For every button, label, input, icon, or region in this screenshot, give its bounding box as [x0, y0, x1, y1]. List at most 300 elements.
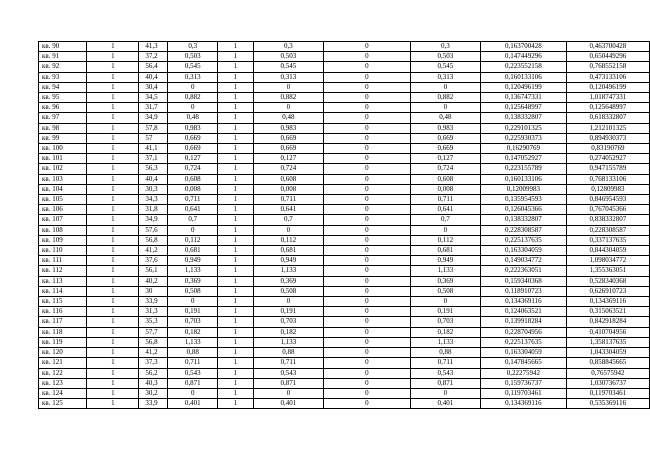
table-cell: 1	[218, 72, 254, 82]
table-cell: 0	[253, 297, 323, 307]
table-cell: 0,22275942	[480, 368, 566, 378]
table-cell: 0,949	[253, 256, 323, 266]
table-cell: 0,7	[253, 215, 323, 225]
apartment-number-cell: кв. 109	[39, 235, 87, 245]
table-cell: 0,724	[253, 164, 323, 174]
table-cell: 1	[218, 297, 254, 307]
table-cell: 0,401	[410, 399, 480, 409]
apartment-number-cell: кв. 125	[39, 399, 87, 409]
table-cell: 0	[253, 103, 323, 113]
table-cell: 1,133	[168, 337, 218, 347]
table-cell: 0,711	[253, 195, 323, 205]
table-cell: 1	[218, 307, 254, 317]
table-cell: 1	[218, 52, 254, 62]
table-cell: 0,894930373	[566, 133, 649, 143]
table-cell: 0,842918284	[566, 317, 649, 327]
table-cell: 0,543	[168, 368, 218, 378]
table-cell: 0,369	[253, 276, 323, 286]
table-cell: 0	[323, 378, 410, 388]
table-cell: 1	[218, 327, 254, 337]
table-cell: 0	[410, 82, 480, 92]
table-cell: 0	[323, 256, 410, 266]
table-row	[39, 399, 650, 409]
table-row	[39, 297, 650, 307]
table-cell: 0,229101325	[480, 123, 566, 133]
table-cell: 0,119703461	[480, 388, 566, 398]
apartment-number-cell: кв. 123	[39, 378, 87, 388]
table-cell: 1	[87, 133, 139, 143]
table-cell: 0,681	[168, 246, 218, 256]
table-cell: 0,608	[410, 174, 480, 184]
table-cell: 1	[87, 286, 139, 296]
table-row	[39, 174, 650, 184]
table-cell: 1	[87, 276, 139, 286]
table-cell: 0,508	[410, 286, 480, 296]
table-cell: 1	[218, 113, 254, 123]
table-cell: 0,160133106	[480, 174, 566, 184]
table-cell: 0,223552158	[480, 62, 566, 72]
table-cell: 0,160133106	[480, 72, 566, 82]
table-cell: 0,222363051	[480, 266, 566, 276]
table-cell: 0,112	[253, 235, 323, 245]
table-row	[39, 184, 650, 194]
table-cell: 1	[87, 266, 139, 276]
table-cell: 0,134369116	[566, 297, 649, 307]
table-cell: 37,3	[139, 358, 168, 368]
table-cell: 0,703	[253, 317, 323, 327]
table-cell: 1	[87, 225, 139, 235]
table-cell: 56,8	[139, 337, 168, 347]
table-cell: 1	[87, 174, 139, 184]
table-cell: 1	[218, 348, 254, 358]
table-cell: 0	[323, 42, 410, 52]
table-cell: 0,139918284	[480, 317, 566, 327]
table-cell: 0,191	[253, 307, 323, 317]
apartment-number-cell: кв. 116	[39, 307, 87, 317]
table-cell: 0,669	[410, 144, 480, 154]
apartment-number-cell: кв. 96	[39, 103, 87, 113]
table-cell: 34,3	[139, 195, 168, 205]
table-cell: 0,711	[168, 195, 218, 205]
table-cell: 30,3	[139, 184, 168, 194]
table-cell: 1	[218, 286, 254, 296]
table-cell: 30,4	[139, 82, 168, 92]
table-cell: 0	[410, 225, 480, 235]
table-cell: 1	[87, 388, 139, 398]
apartment-number-cell: кв. 119	[39, 337, 87, 347]
apartment-number-cell: кв. 124	[39, 388, 87, 398]
table-cell: 30	[139, 286, 168, 296]
table-cell: 0,159736737	[480, 378, 566, 388]
table-cell: 0,120496199	[480, 82, 566, 92]
table-row	[39, 52, 650, 62]
table-row	[39, 307, 650, 317]
table-cell: 0,119703461	[566, 388, 649, 398]
table-cell: 1	[87, 93, 139, 103]
table-cell: 0	[323, 348, 410, 358]
table-cell: 0,7	[168, 215, 218, 225]
table-cell: 0,147449296	[480, 52, 566, 62]
table-cell: 1,212101325	[566, 123, 649, 133]
table-cell: 0,608	[168, 174, 218, 184]
table-cell: 56,4	[139, 62, 168, 72]
table-cell: 0,669	[168, 144, 218, 154]
apartment-number-cell: кв. 104	[39, 184, 87, 194]
table-row	[39, 82, 650, 92]
table-cell: 0	[323, 337, 410, 347]
table-cell: 0	[323, 225, 410, 235]
table-cell: 1	[87, 297, 139, 307]
table-cell: 0,949	[410, 256, 480, 266]
table-cell: 1	[87, 337, 139, 347]
apartment-number-cell: кв. 107	[39, 215, 87, 225]
table-cell: 1	[87, 164, 139, 174]
table-row	[39, 113, 650, 123]
table-cell: 0,508	[253, 286, 323, 296]
table-cell: 40,3	[139, 378, 168, 388]
table-cell: 1,133	[253, 266, 323, 276]
apartment-number-cell: кв. 106	[39, 205, 87, 215]
table-cell: 1	[218, 337, 254, 347]
table-row	[39, 103, 650, 113]
table-cell: 0,315063521	[566, 307, 649, 317]
table-row	[39, 246, 650, 256]
table-cell: 37,1	[139, 154, 168, 164]
table-cell: 31,3	[139, 307, 168, 317]
table-cell: 1	[218, 103, 254, 113]
table-row	[39, 256, 650, 266]
table-cell: 1	[218, 266, 254, 276]
table-cell: 1	[87, 82, 139, 92]
table-cell: 0	[168, 297, 218, 307]
table-cell: 0,369	[168, 276, 218, 286]
table-row	[39, 144, 650, 154]
table-cell: 0,223155789	[480, 164, 566, 174]
table-row	[39, 154, 650, 164]
table-row	[39, 215, 650, 225]
table-cell: 0	[323, 399, 410, 409]
table-cell: 1	[218, 388, 254, 398]
table-cell: 1	[218, 215, 254, 225]
table-row	[39, 133, 650, 143]
table-cell: 1	[87, 256, 139, 266]
table-cell: 0,882	[253, 93, 323, 103]
table-cell: 1	[87, 317, 139, 327]
table-cell: 0,159340368	[480, 276, 566, 286]
table-cell: 0,871	[168, 378, 218, 388]
table-cell: 0,12809983	[566, 184, 649, 194]
table-cell: 0,48	[168, 113, 218, 123]
table-cell: 1	[218, 82, 254, 92]
table-cell: 0,182	[410, 327, 480, 337]
apartment-number-cell: кв. 91	[39, 52, 87, 62]
table-cell: 0	[323, 93, 410, 103]
table-cell: 0	[323, 52, 410, 62]
table-cell: 1,043304059	[566, 348, 649, 358]
table-cell: 0,134369116	[480, 297, 566, 307]
table-cell: 0,503	[168, 52, 218, 62]
table-cell: 0,182	[168, 327, 218, 337]
table-cell: 1	[218, 235, 254, 245]
table-cell: 0,313	[168, 72, 218, 82]
table-cell: 0,163700428	[480, 42, 566, 52]
table-cell: 0,191	[168, 307, 218, 317]
table-cell: 0,608	[253, 174, 323, 184]
table-cell: 0,768133106	[566, 174, 649, 184]
table-cell: 1	[87, 368, 139, 378]
apartment-number-cell: кв. 115	[39, 297, 87, 307]
table-cell: 1	[218, 317, 254, 327]
table-cell: 41,3	[139, 42, 168, 52]
table-row	[39, 378, 650, 388]
table-cell: 1	[87, 52, 139, 62]
table-cell: 0	[323, 205, 410, 215]
table-cell: 1	[218, 225, 254, 235]
table-cell: 0,844304059	[566, 246, 649, 256]
table-cell: 0,127	[168, 154, 218, 164]
table-cell: 1,133	[410, 266, 480, 276]
table-cell: 0	[323, 103, 410, 113]
table-cell: 0,008	[410, 184, 480, 194]
table-cell: 0,138332807	[480, 113, 566, 123]
table-cell: 0,401	[168, 399, 218, 409]
table-cell: 1	[218, 93, 254, 103]
table-cell: 0,983	[253, 123, 323, 133]
table-cell: 31,7	[139, 103, 168, 113]
apartment-number-cell: кв. 122	[39, 368, 87, 378]
apartment-number-cell: кв. 113	[39, 276, 87, 286]
table-cell: 0	[323, 154, 410, 164]
table-cell: 0	[323, 307, 410, 317]
table-cell: 1	[87, 205, 139, 215]
apartment-number-cell: кв. 112	[39, 266, 87, 276]
table-row	[39, 72, 650, 82]
table-cell: 1	[87, 348, 139, 358]
table-cell: 0,508	[168, 286, 218, 296]
table-cell: 33,9	[139, 399, 168, 409]
apartment-number-cell: кв. 120	[39, 348, 87, 358]
table-cell: 0,681	[253, 246, 323, 256]
table-cell: 0	[323, 317, 410, 327]
table-cell: 0,3	[410, 42, 480, 52]
table-cell: 57,6	[139, 225, 168, 235]
table-cell: 1	[218, 174, 254, 184]
table-cell: 1,018747331	[566, 93, 649, 103]
table-cell: 0,88	[253, 348, 323, 358]
table-cell: 0	[253, 388, 323, 398]
table-cell: 0,401	[253, 399, 323, 409]
table-cell: 1	[87, 103, 139, 113]
apartment-number-cell: кв. 90	[39, 42, 87, 52]
table-cell: 0	[323, 327, 410, 337]
table-cell: 0,126045366	[480, 205, 566, 215]
table-cell: 0	[323, 215, 410, 225]
table-cell: 1	[218, 368, 254, 378]
table-cell: 40,4	[139, 174, 168, 184]
table-cell: 1	[87, 195, 139, 205]
apartment-number-cell: кв. 111	[39, 256, 87, 266]
table-cell: 0,127	[253, 154, 323, 164]
table-cell: 0,147845665	[480, 358, 566, 368]
table-cell: 0	[323, 72, 410, 82]
table-cell: 0	[323, 388, 410, 398]
table-cell: 0	[323, 297, 410, 307]
table-cell: 1	[218, 378, 254, 388]
table-cell: 40,2	[139, 276, 168, 286]
table-cell: 0	[253, 225, 323, 235]
table-cell: 0,650449296	[566, 52, 649, 62]
table-cell: 41,1	[139, 144, 168, 154]
table-row	[39, 317, 650, 327]
apartment-number-cell: кв. 108	[39, 225, 87, 235]
table-cell: 1	[218, 256, 254, 266]
apartment-number-cell: кв. 101	[39, 154, 87, 164]
table-cell: 0,503	[253, 52, 323, 62]
table-cell: 0,983	[168, 123, 218, 133]
table-cell: 56,2	[139, 368, 168, 378]
table-cell: 0,618332807	[566, 113, 649, 123]
table-cell: 0,7	[410, 215, 480, 225]
table-cell: 0	[323, 62, 410, 72]
table-cell: 0	[323, 368, 410, 378]
table-cell: 0	[410, 103, 480, 113]
table-cell: 0,711	[253, 358, 323, 368]
apartment-number-cell: кв. 100	[39, 144, 87, 154]
table-row	[39, 42, 650, 52]
table-cell: 1	[87, 42, 139, 52]
table-row	[39, 205, 650, 215]
table-cell: 1	[87, 399, 139, 409]
table-cell: 57	[139, 133, 168, 143]
table-cell: 0,134369116	[480, 399, 566, 409]
table-cell: 1	[218, 358, 254, 368]
table-cell: 0,48	[253, 113, 323, 123]
table-cell: 0,163304059	[480, 348, 566, 358]
table-cell: 0,135954593	[480, 195, 566, 205]
apartment-number-cell: кв. 98	[39, 123, 87, 133]
table-cell: 1	[218, 133, 254, 143]
table-cell: 1	[218, 246, 254, 256]
table-cell: 1	[218, 154, 254, 164]
table-row	[39, 358, 650, 368]
table-cell: 1	[87, 184, 139, 194]
table-cell: 1	[218, 205, 254, 215]
table-cell: 0,535369116	[566, 399, 649, 409]
table-row	[39, 266, 650, 276]
table-row	[39, 327, 650, 337]
table-cell: 0,138332807	[480, 215, 566, 225]
table-cell: 1	[87, 235, 139, 245]
table-cell: 33,9	[139, 297, 168, 307]
table-cell: 0,136747331	[480, 93, 566, 103]
table-row	[39, 276, 650, 286]
table-cell: 1	[87, 62, 139, 72]
table-cell: 0,641	[410, 205, 480, 215]
table-cell: 40,4	[139, 72, 168, 82]
apartment-number-cell: кв. 110	[39, 246, 87, 256]
table-cell: 0,313	[410, 72, 480, 82]
table-cell: 0,882	[168, 93, 218, 103]
table-cell: 0,463700428	[566, 42, 649, 52]
table-cell: 0,724	[410, 164, 480, 174]
table-cell: 41,2	[139, 348, 168, 358]
table-cell: 1,098034772	[566, 256, 649, 266]
table-cell: 0,681	[410, 246, 480, 256]
table-cell: 0,120496199	[566, 82, 649, 92]
apartment-number-cell: кв. 105	[39, 195, 87, 205]
table-cell: 0	[168, 103, 218, 113]
table-cell: 0,768552158	[566, 62, 649, 72]
table-cell: 1	[87, 246, 139, 256]
apartment-number-cell: кв. 99	[39, 133, 87, 143]
table-cell: 0	[323, 246, 410, 256]
data-sheet	[38, 41, 650, 409]
table-row	[39, 286, 650, 296]
table-cell: 1	[87, 113, 139, 123]
table-cell: 0,125648997	[566, 103, 649, 113]
table-cell: 0,88	[168, 348, 218, 358]
table-cell: 0,225137635	[480, 235, 566, 245]
table-cell: 0	[323, 286, 410, 296]
table-cell: 1	[218, 123, 254, 133]
table-cell: 0,88	[410, 348, 480, 358]
table-cell: 0	[323, 164, 410, 174]
table-cell: 0,147052927	[480, 154, 566, 164]
table-cell: 0,16290769	[480, 144, 566, 154]
table-cell: 0	[168, 82, 218, 92]
table-cell: 1,030736737	[566, 378, 649, 388]
table-cell: 1	[87, 378, 139, 388]
table-cell: 1	[218, 276, 254, 286]
table-cell: 0,337137635	[566, 235, 649, 245]
apartment-number-cell: кв. 103	[39, 174, 87, 184]
table-cell: 0,545	[410, 62, 480, 72]
table-cell: 0,008	[168, 184, 218, 194]
table-cell: 0,545	[253, 62, 323, 72]
apartment-number-cell: кв. 92	[39, 62, 87, 72]
table-cell: 35,3	[139, 317, 168, 327]
table-cell: 1	[87, 154, 139, 164]
apartment-number-cell: кв. 94	[39, 82, 87, 92]
table-cell: 0	[323, 123, 410, 133]
table-cell: 0,626910723	[566, 286, 649, 296]
table-cell: 0,313	[253, 72, 323, 82]
table-cell: 0,228704956	[480, 327, 566, 337]
table-cell: 1,133	[168, 266, 218, 276]
table-row	[39, 225, 650, 235]
table-cell: 1	[218, 184, 254, 194]
table-cell: 1	[218, 62, 254, 72]
table-cell: 0	[323, 235, 410, 245]
table-cell: 0	[323, 113, 410, 123]
table-cell: 1	[87, 72, 139, 82]
table-cell: 1	[218, 164, 254, 174]
table-cell: 56,1	[139, 266, 168, 276]
table-cell: 57,7	[139, 327, 168, 337]
table-cell: 1	[218, 144, 254, 154]
table-cell: 1	[87, 215, 139, 225]
table-row	[39, 337, 650, 347]
table-cell: 1	[87, 358, 139, 368]
table-cell: 0,543	[253, 368, 323, 378]
table-cell: 0	[323, 184, 410, 194]
table-cell: 1	[87, 144, 139, 154]
table-cell: 0,127	[410, 154, 480, 164]
table-cell: 0,846954593	[566, 195, 649, 205]
table-cell: 57,8	[139, 123, 168, 133]
table-cell: 1	[87, 123, 139, 133]
table-cell: 0,191	[410, 307, 480, 317]
